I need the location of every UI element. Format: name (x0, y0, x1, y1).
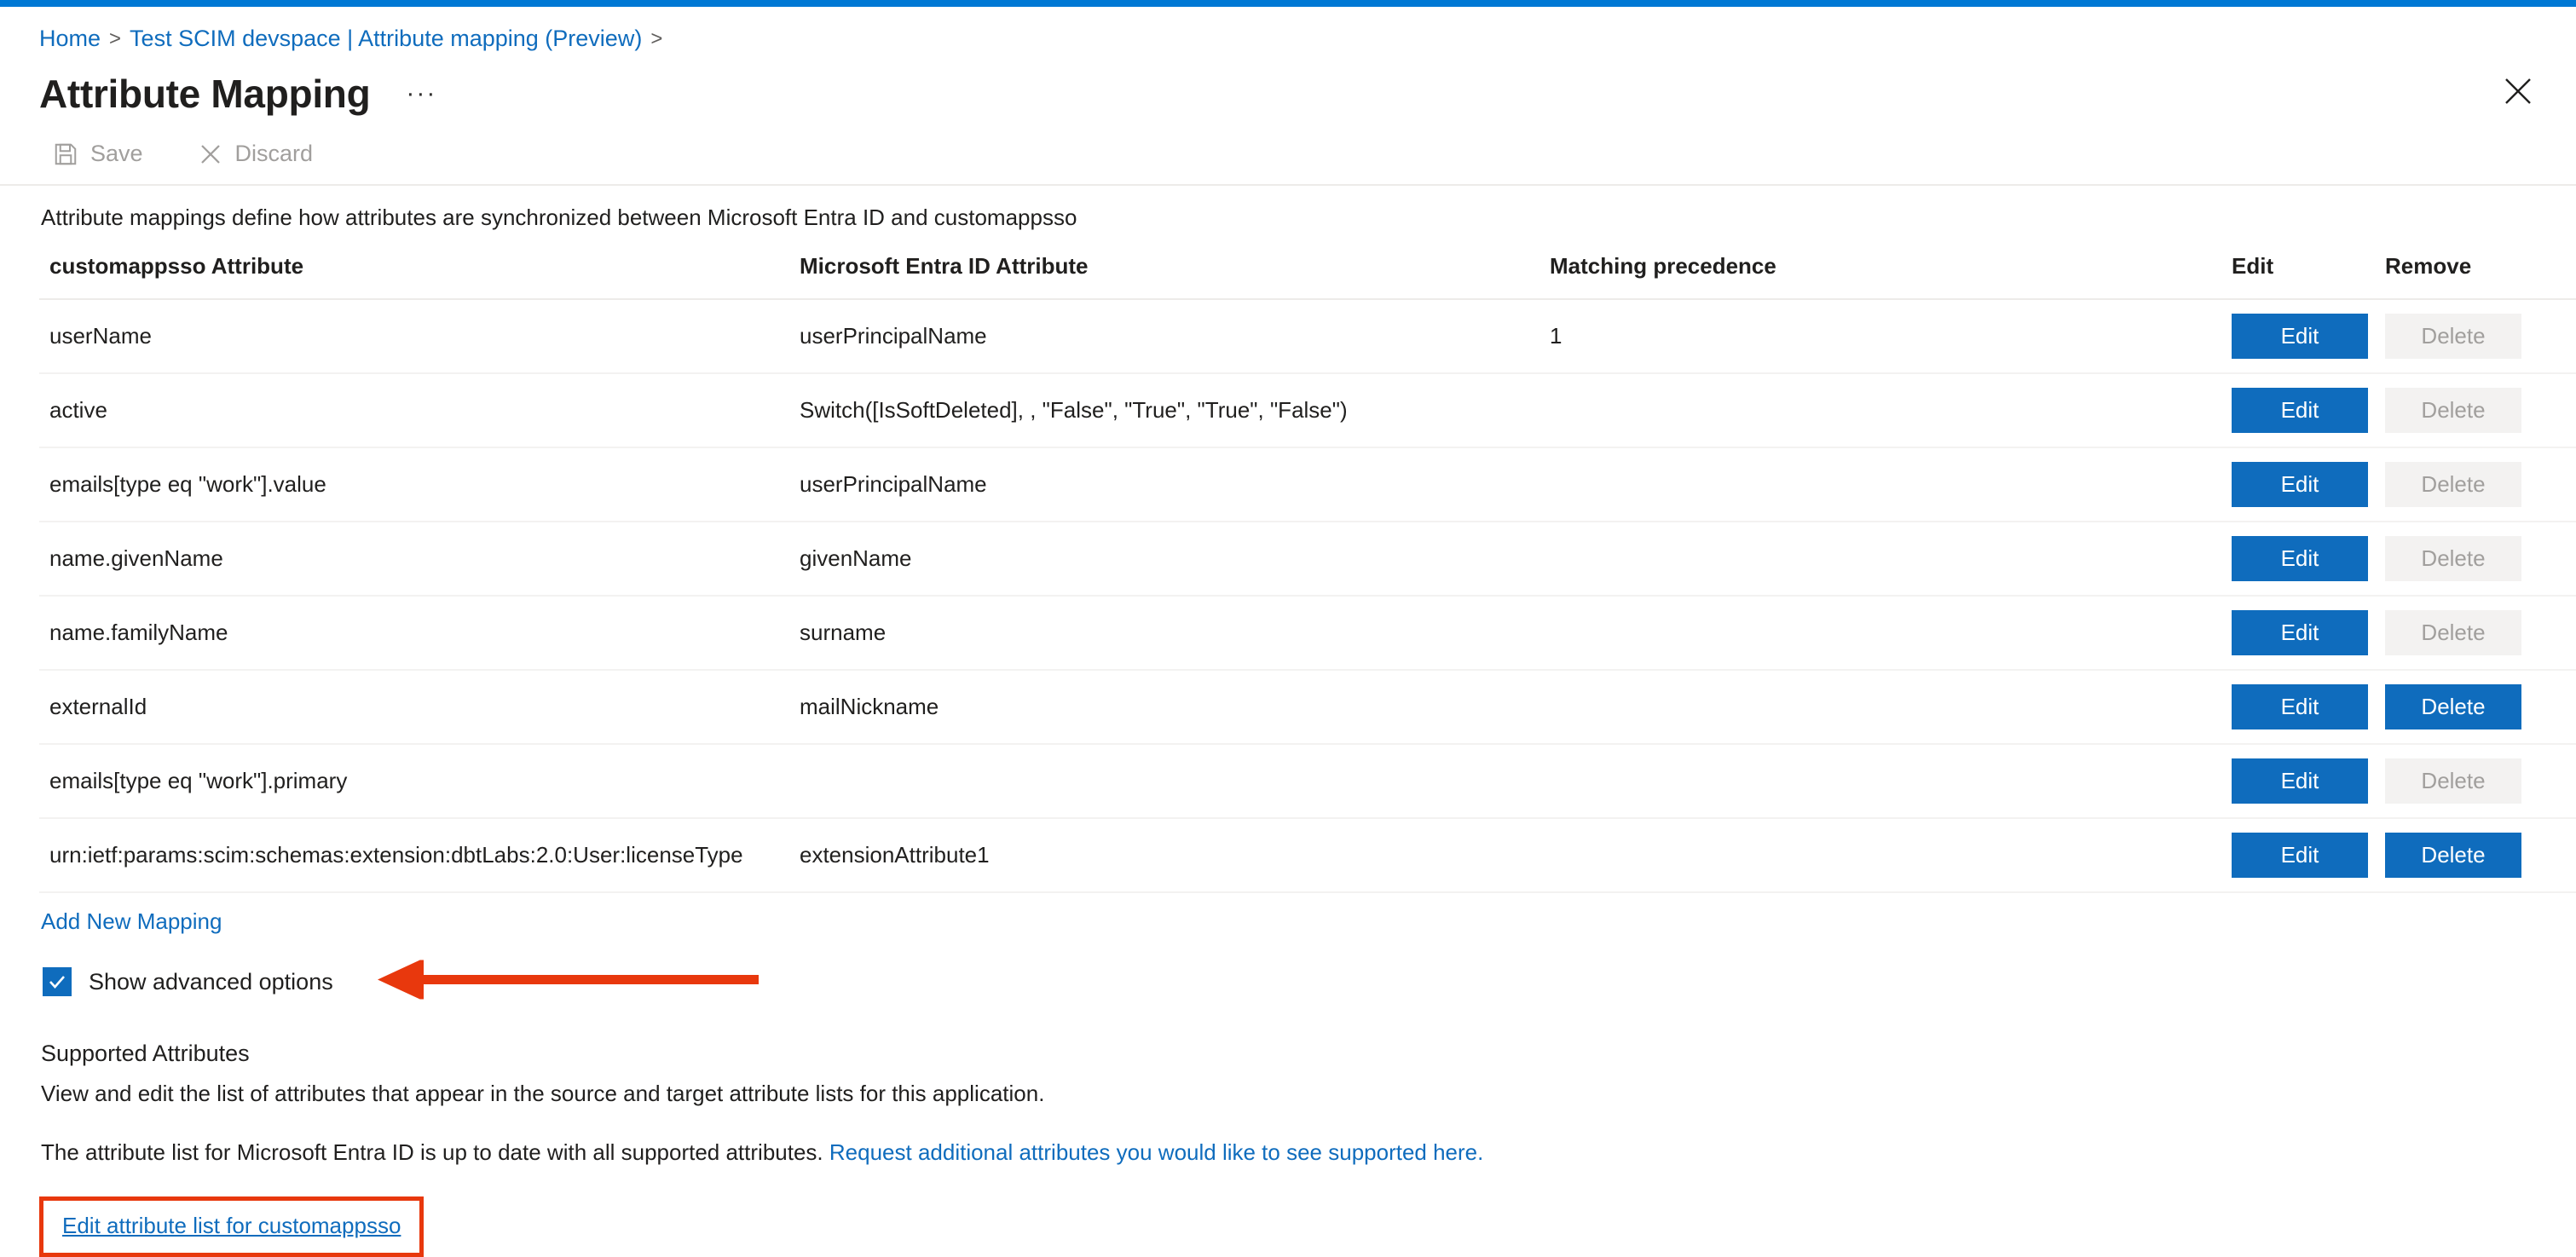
edit-attribute-list-annotation (39, 1196, 424, 1257)
annotation-box (39, 1196, 424, 1257)
cell-target-attribute (789, 744, 1539, 818)
cell-source-attribute: externalId (39, 670, 789, 744)
cell-target-attribute: userPrincipalName (789, 299, 1539, 373)
breadcrumb-home[interactable]: Home (39, 26, 101, 51)
cell-remove (2375, 596, 2576, 670)
edit-button[interactable]: Edit (2232, 610, 2368, 655)
table-row (39, 373, 2576, 447)
show-advanced-options-row (43, 967, 2537, 996)
column-header-edit: Edit (2221, 246, 2375, 299)
uptodate-notice (41, 1139, 2537, 1166)
breadcrumb-parent[interactable]: Test SCIM devspace | Attribute mapping (Preview) (130, 26, 643, 51)
cell-edit (2221, 818, 2375, 892)
show-advanced-options-checkbox[interactable] (43, 967, 72, 996)
delete-button: Delete (2385, 462, 2521, 507)
page-title: Attribute Mapping (39, 72, 371, 116)
delete-button: Delete (2385, 610, 2521, 655)
edit-button[interactable]: Edit (2232, 536, 2368, 581)
cell-edit (2221, 744, 2375, 818)
cell-matching-precedence (1539, 596, 2221, 670)
table-row (39, 447, 2576, 522)
cell-remove (2375, 447, 2576, 522)
save-icon (53, 141, 78, 167)
edit-button[interactable]: Edit (2232, 684, 2368, 729)
cell-edit (2221, 522, 2375, 596)
edit-button[interactable]: Edit (2232, 314, 2368, 359)
column-header-precedence: Matching precedence (1539, 246, 2221, 299)
table-row (39, 522, 2576, 596)
add-new-mapping-link[interactable]: Add New Mapping (41, 908, 222, 934)
cell-remove (2375, 818, 2576, 892)
table-row (39, 744, 2576, 818)
more-options-button[interactable]: ··· (406, 79, 437, 107)
discard-icon (198, 141, 223, 167)
cell-matching-precedence (1539, 744, 2221, 818)
supported-attributes-description: View and edit the list of attributes that appear in the source and target attribute lists for this application. (41, 1081, 1045, 1106)
save-label: Save (90, 141, 143, 166)
annotation-arrow (371, 960, 763, 1004)
cell-matching-precedence (1539, 522, 2221, 596)
delete-button[interactable]: Delete (2385, 684, 2521, 729)
table-row (39, 818, 2576, 892)
delete-button: Delete (2385, 536, 2521, 581)
table-row (39, 670, 2576, 744)
edit-attribute-list-link[interactable]: Edit attribute list for customappsso (62, 1213, 401, 1238)
table-header-row (39, 246, 2576, 299)
show-advanced-options-label[interactable]: Show advanced options (89, 968, 333, 995)
cell-matching-precedence: 1 (1539, 299, 2221, 373)
delete-button: Delete (2385, 758, 2521, 804)
cell-source-attribute: name.familyName (39, 596, 789, 670)
cell-edit (2221, 596, 2375, 670)
breadcrumb-chevron-icon: > (109, 26, 122, 50)
delete-button[interactable]: Delete (2385, 833, 2521, 878)
cell-matching-precedence (1539, 818, 2221, 892)
cell-source-attribute: emails[type eq "work"].primary (39, 744, 789, 818)
discard-button[interactable] (198, 137, 332, 170)
attribute-mapping-table (39, 246, 2576, 893)
main-content (0, 186, 2576, 1257)
cell-target-attribute: mailNickname (789, 670, 1539, 744)
top-accent-bar (0, 0, 2576, 7)
cell-edit (2221, 447, 2375, 522)
cell-target-attribute: extensionAttribute1 (789, 818, 1539, 892)
column-header-remove: Remove (2375, 246, 2576, 299)
request-attributes-link[interactable]: Request additional attributes you would like to see supported here. (829, 1139, 1484, 1165)
cell-target-attribute: userPrincipalName (789, 447, 1539, 522)
cell-remove (2375, 744, 2576, 818)
table-row (39, 596, 2576, 670)
cell-target-attribute: Switch([IsSoftDeleted], , "False", "True", "True", "False") (789, 373, 1539, 447)
uptodate-text: The attribute list for Microsoft Entra ID is up to date with all supported attributes. (41, 1139, 829, 1165)
cell-matching-precedence (1539, 447, 2221, 522)
cell-remove (2375, 373, 2576, 447)
table-row (39, 299, 2576, 373)
cell-source-attribute: name.givenName (39, 522, 789, 596)
cell-source-attribute: active (39, 373, 789, 447)
cell-source-attribute: emails[type eq "work"].value (39, 447, 789, 522)
cell-edit (2221, 670, 2375, 744)
title-row (0, 52, 2576, 117)
cell-matching-precedence (1539, 373, 2221, 447)
edit-button[interactable]: Edit (2232, 758, 2368, 804)
edit-button[interactable]: Edit (2232, 833, 2368, 878)
cell-source-attribute: userName (39, 299, 789, 373)
cell-remove (2375, 299, 2576, 373)
cell-matching-precedence (1539, 670, 2221, 744)
cell-remove (2375, 522, 2576, 596)
breadcrumb-chevron-icon-2: > (650, 26, 663, 50)
edit-button[interactable]: Edit (2232, 388, 2368, 433)
discard-label: Discard (234, 141, 314, 166)
column-header-target: Microsoft Entra ID Attribute (789, 246, 1539, 299)
cell-target-attribute: surname (789, 596, 1539, 670)
column-header-source: customappsso Attribute (39, 246, 789, 299)
mapping-description: Attribute mappings define how attributes are synchronized between Microsoft Entra ID and customappsso (41, 205, 1077, 230)
supported-attributes-heading: Supported Attributes (41, 1041, 250, 1066)
close-icon[interactable] (2499, 72, 2537, 110)
delete-button: Delete (2385, 314, 2521, 359)
cell-edit (2221, 299, 2375, 373)
cell-target-attribute: givenName (789, 522, 1539, 596)
cell-edit (2221, 373, 2375, 447)
command-bar (0, 117, 2576, 186)
cell-remove (2375, 670, 2576, 744)
breadcrumb (0, 7, 2576, 52)
cell-source-attribute: urn:ietf:params:scim:schemas:extension:dbtLabs:2.0:User:licenseType (39, 818, 789, 892)
edit-button[interactable]: Edit (2232, 462, 2368, 507)
delete-button: Delete (2385, 388, 2521, 433)
save-button[interactable] (53, 137, 162, 170)
